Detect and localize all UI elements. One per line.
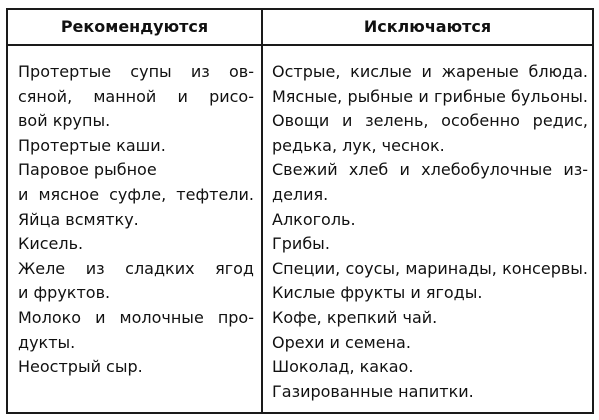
excluded-line: Кислые фрукты и ягоды. (272, 283, 483, 303)
recommended-line: вой крупы. (18, 111, 111, 131)
column-divider (261, 10, 263, 412)
excluded-line: Мясные, рыбные и грибные бульоны. (272, 86, 588, 106)
excluded-line: Специи, соусы, маринады, консервы. (272, 258, 588, 278)
excluded-line: Грибы. (272, 234, 330, 254)
excluded-line: Острые, кислые и жареные блюда. (272, 62, 588, 81)
excluded-line: Шоколад, какао. (272, 357, 414, 377)
table-header-row (8, 10, 592, 46)
recommended-line: Протертые каши. (18, 135, 166, 155)
excluded-column (272, 60, 588, 404)
excluded-line: Свежий хлеб и хлебобулочные из- (272, 160, 588, 180)
recommended-line: Молоко и молочные про- (18, 307, 254, 327)
recommended-column (18, 60, 254, 380)
recommended-line: Желе из сладких ягод (18, 258, 254, 278)
excluded-line: редька, лук, чеснок. (272, 135, 445, 155)
recommended-line: Неострый сыр. (18, 357, 143, 377)
excluded-line: делия. (272, 184, 329, 204)
excluded-line: Овощи и зелень, особенно редис, (272, 111, 588, 131)
recommended-line: сяной, манной и рисо- (18, 86, 254, 106)
excluded-line: Орехи и семена. (272, 332, 411, 352)
excluded-line: Газированные напитки. (272, 381, 474, 401)
recommended-line: Паровое рыбное (18, 160, 157, 180)
recommended-line: и фруктов. (18, 283, 111, 303)
header-recommended: Рекомендуются (60, 17, 209, 36)
recommended-line: дукты. (18, 332, 76, 352)
recommended-line: Яйца всмятку. (18, 209, 139, 229)
recommended-line: и мясное суфле, тефтели. (18, 184, 254, 204)
excluded-line: Кофе, крепкий чай. (272, 307, 438, 327)
diet-table (6, 8, 594, 414)
recommended-line: Протертые супы из ов- (18, 62, 254, 81)
header-excluded: Исключаются (363, 17, 492, 36)
recommended-line: Кисель. (18, 234, 84, 254)
excluded-line: Алкоголь. (272, 209, 356, 229)
